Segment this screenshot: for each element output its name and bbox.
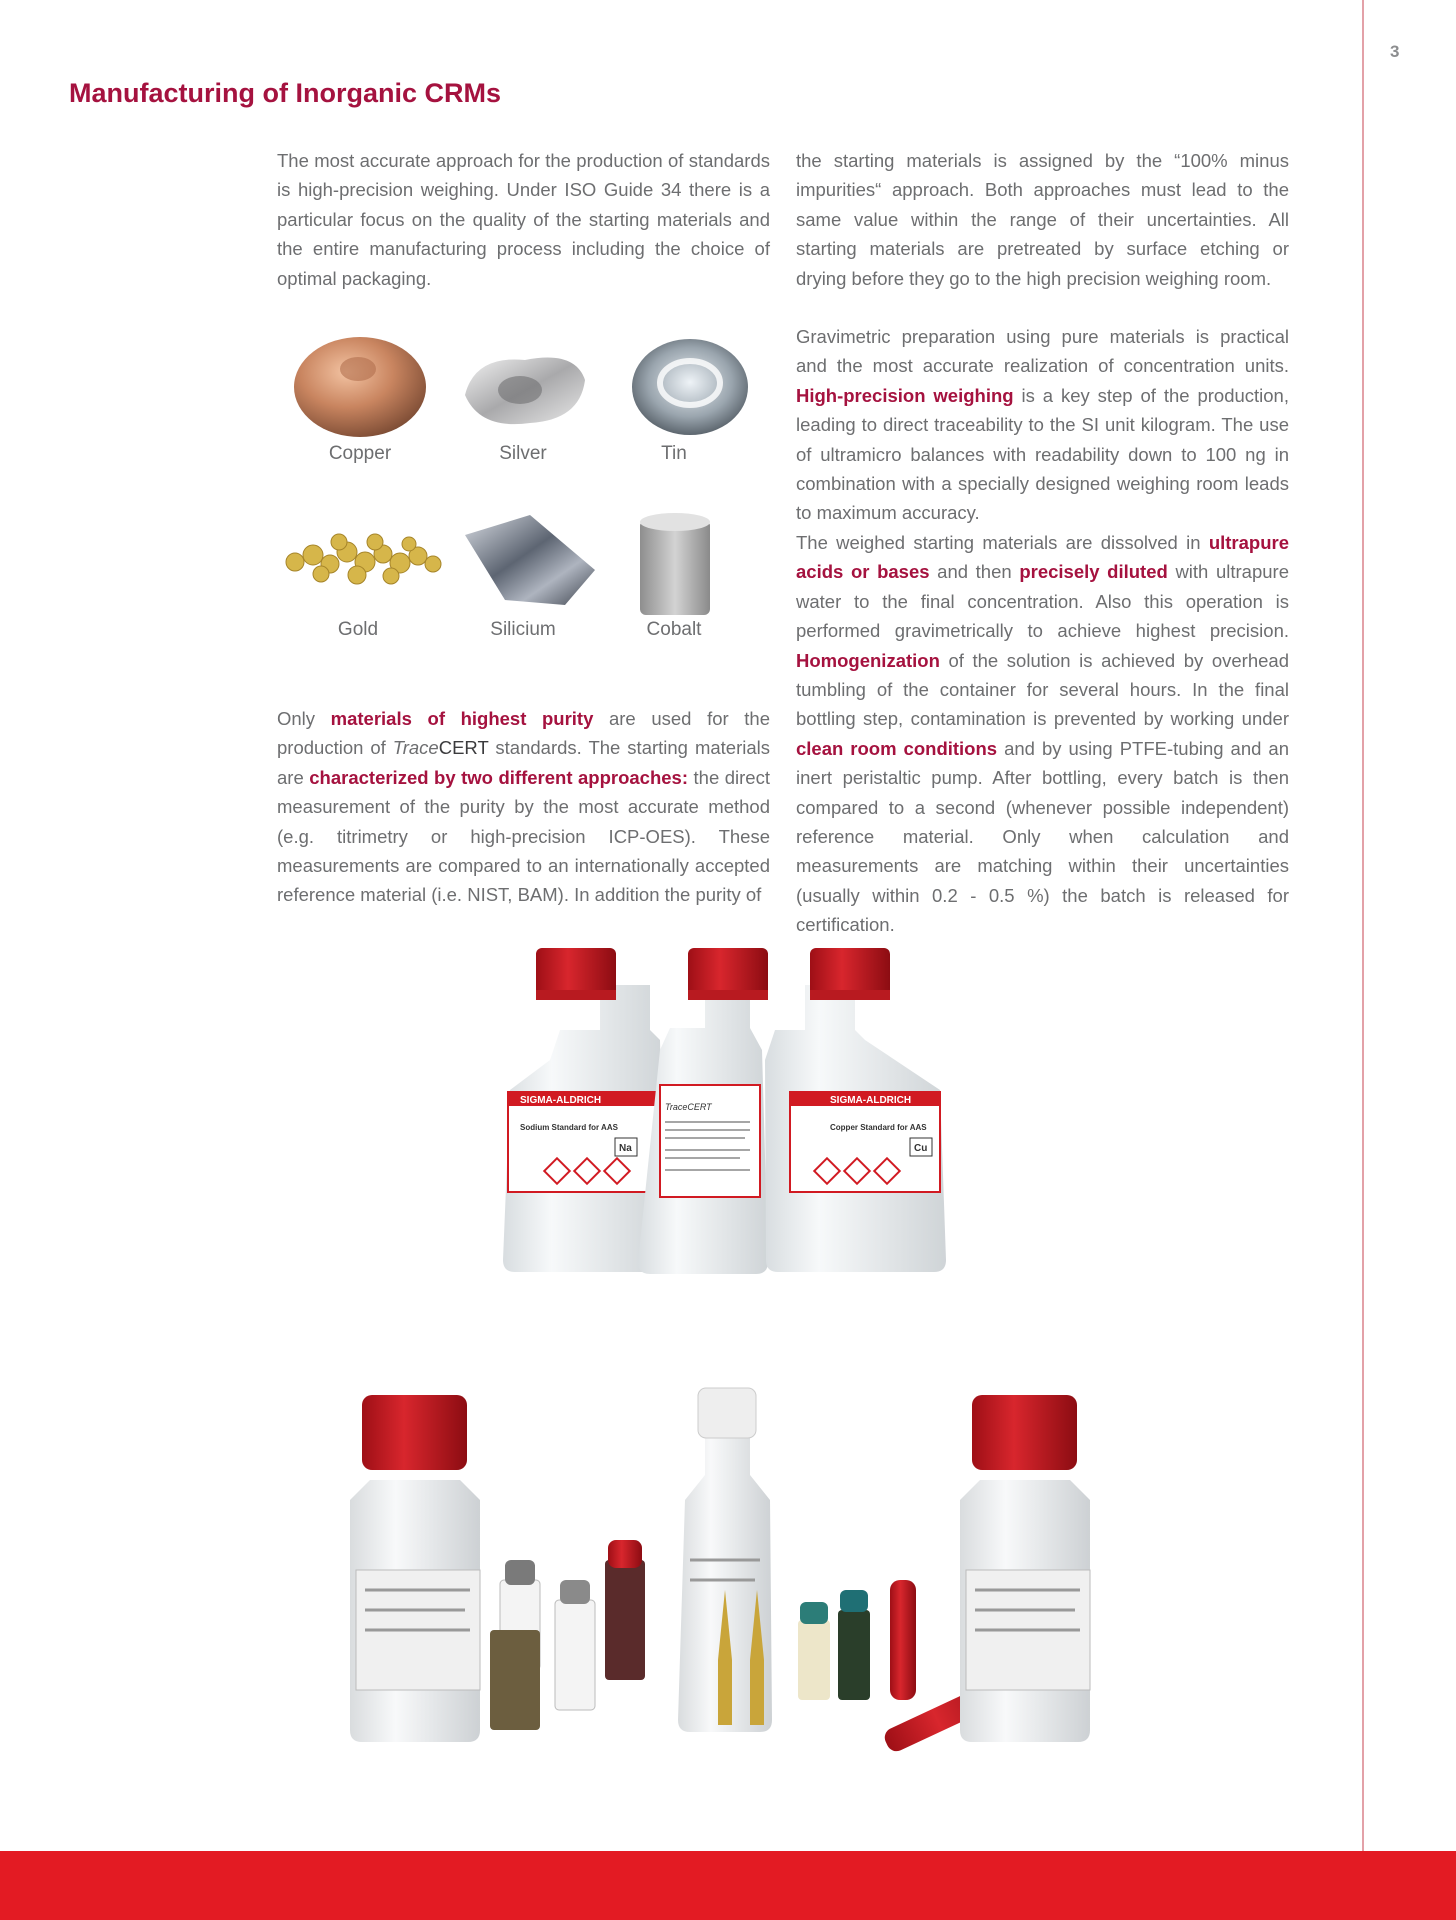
- highlight-two-approaches: characterized by two different approaches:: [309, 766, 689, 788]
- vertical-divider: [1362, 0, 1364, 1852]
- svg-text:Copper Standard for AAS: Copper Standard for AAS: [830, 1123, 927, 1132]
- assorted-containers-photo: [340, 1380, 1100, 1760]
- sodium-standard-bottle: [503, 948, 666, 1272]
- intro-paragraph: The most accurate approach for the production of standards is high-precision weighing. Under ISO Guide 34 there is a particular focus on the quality of the starting materials and the entire manufacturing process including the choice of optimal packaging.: [277, 150, 770, 289]
- cobalt-image: [610, 500, 770, 630]
- highlight-clean-room: clean room conditions: [796, 737, 998, 759]
- tin-label: Tin: [661, 443, 687, 464]
- silver-label: Silver: [499, 443, 547, 464]
- tracecert-bottle: [638, 948, 768, 1274]
- gravimetric-paragraph: Gravimetric preparation using pure materials is practical and the most accurate realization of concentration units. High-precision weighing is a key step of the production, leading to direct traceability to the SI unit kilogram. The use of ultramicro balances with readability down to 100 ng in combination with a specially designed weighing room leads to maximum accuracy.: [796, 326, 1289, 524]
- svg-text:Cu: Cu: [914, 1143, 928, 1154]
- tin-image: [610, 325, 770, 455]
- highlight-homogenization: Homogenization: [796, 649, 940, 671]
- page-title: Manufacturing of Inorganic CRMs: [69, 78, 501, 108]
- gold-image: [275, 500, 450, 630]
- svg-text:SIGMA-ALDRICH: SIGMA-ALDRICH: [520, 1095, 602, 1106]
- copper-image: [280, 325, 440, 455]
- highlight-precisely-diluted: precisely diluted: [1019, 561, 1168, 583]
- svg-text:Na: Na: [619, 1143, 632, 1154]
- svg-text:Sodium Standard for AAS: Sodium Standard for AAS: [520, 1123, 618, 1132]
- cobalt-label: Cobalt: [646, 619, 702, 640]
- copper-standard-bottle: [765, 948, 946, 1272]
- svg-text:TraceCERT: TraceCERT: [665, 1102, 712, 1112]
- footer-band: [0, 1851, 1456, 1920]
- svg-text:SIGMA-ALDRICH: SIGMA-ALDRICH: [830, 1095, 912, 1106]
- silicium-label: Silicium: [490, 619, 556, 640]
- copper-label: Copper: [328, 443, 392, 464]
- highlight-ultrapure-acids: ultrapure acids or bases: [796, 532, 1289, 583]
- purity-assignment-paragraph: the starting materials is assigned by the “100% minus impurities“ approach. Both approaches must lead to the same value within the range of their uncertainties. All starting materials are pretreated by surface etching or drying before they go to the high precision weighing room.: [796, 150, 1289, 289]
- page-number: 3: [1390, 42, 1400, 61]
- purity-paragraph: Only materials of highest purity are used for the production of TraceCERT standards. The starting materials are characterized by two different approaches: the direct measurement of the purity by the most accurate method (e.g. titrimetry or high-precision ICP-OES). These measurements are compared to an internationally accepted reference material (i.e. NIST, BAM). In addition the purity of: [277, 708, 770, 906]
- standards-bottles-photo: [500, 940, 980, 1280]
- highlight-highest-purity: materials of highest purity: [330, 708, 594, 729]
- highlight-high-precision-weighing: High-precision weighing: [796, 384, 1014, 406]
- dissolution-paragraph: The weighed starting materials are dissolved in ultrapure acids or bases and then precisely diluted with ultrapure water to the final concentration. Also this operation is performed gravimetrically to achieve highest precision. Homogenization of the solution is achieved by overhead tumbling of the container for several hours. In the final bottling step, contamination is prevented by working under clean room conditions and by using PTFE-tubing and an inert peristaltic pump. After bottling, every batch is then compared to a second (whenever possible independent) reference material. Only when calculation and measurements are matching within their uncertainties (usually within 0.2 - 0.5 %) the batch is released for certification.: [796, 532, 1289, 936]
- gold-label: Gold: [337, 619, 379, 640]
- silver-image: [445, 325, 605, 455]
- silicium-image: [445, 500, 605, 630]
